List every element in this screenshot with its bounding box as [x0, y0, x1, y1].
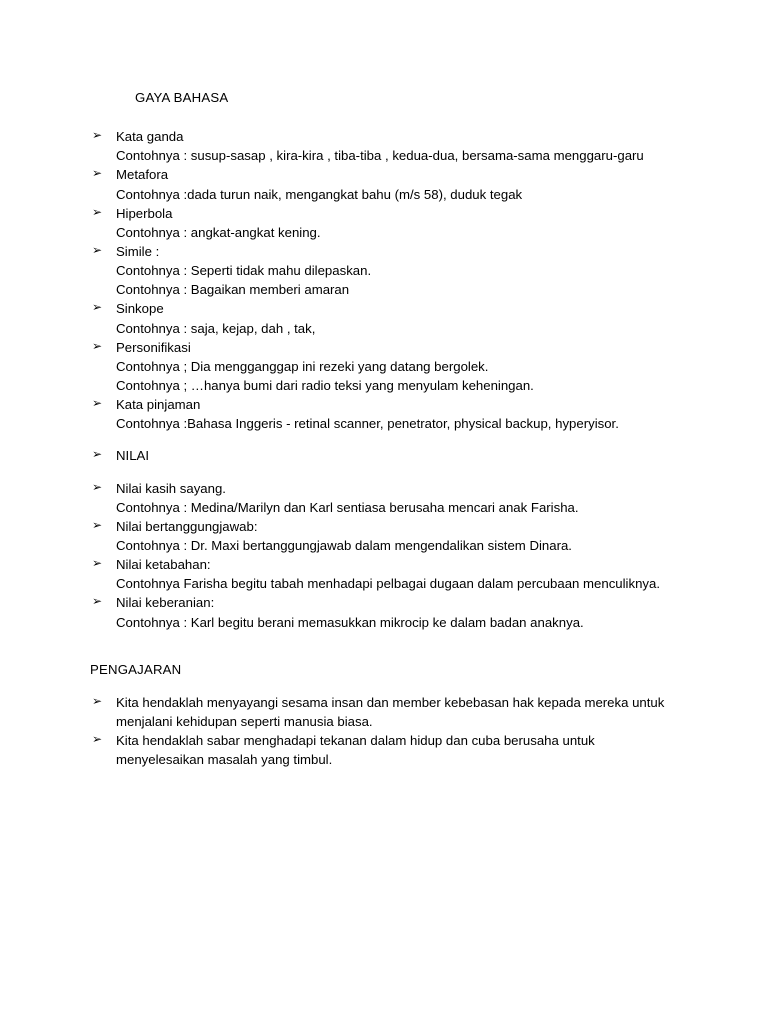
- pengajaran-heading: PENGAJARAN: [90, 661, 182, 677]
- list-item-title: Nilai bertanggungjawab:: [116, 518, 258, 534]
- list-item-title: Kata ganda: [116, 129, 184, 145]
- list-item: [90, 395, 678, 433]
- pengajaran-list: [90, 693, 678, 770]
- list-item: [90, 242, 678, 299]
- list-item-title: Kita hendaklah sabar menghadapi tekanan dalam hidup dan cuba berusaha untuk menyelesaikan masalah yang timbul.: [116, 733, 595, 768]
- arrow-bullet-icon: ➢: [92, 447, 103, 462]
- list-item: [90, 555, 678, 593]
- arrow-bullet-icon: ➢: [92, 693, 103, 708]
- list-item-example: Contohnya : Dr. Maxi bertanggungjawab dalam mengendalikan sistem Dinara.: [116, 537, 572, 553]
- arrow-bullet-icon: ➢: [92, 594, 103, 609]
- list-item: [90, 693, 678, 731]
- page-title: GAYA BAHASA: [135, 90, 229, 105]
- list-item: [90, 517, 678, 555]
- list-item: [90, 593, 678, 631]
- arrow-bullet-icon: ➢: [92, 732, 103, 747]
- list-item-example: Contohnya ; …hanya bumi dari radio teksi yang menyulam keheningan.: [116, 377, 534, 393]
- document-body: [90, 88, 678, 769]
- list-item-title: Simile :: [116, 243, 160, 259]
- arrow-bullet-icon: ➢: [92, 517, 103, 532]
- list-item-title: Kata pinjaman: [116, 397, 201, 413]
- list-item: [90, 446, 678, 465]
- list-item-title: Personifikasi: [116, 339, 191, 355]
- arrow-bullet-icon: ➢: [92, 242, 103, 257]
- list-item: [90, 731, 678, 769]
- list-item-title: Nilai kasih sayang.: [116, 480, 226, 496]
- list-item: [90, 338, 678, 395]
- list-item: [90, 127, 678, 165]
- list-item-example: Contohnya ; Dia mengganggap ini rezeki yang datang bergolek.: [116, 358, 489, 374]
- list-item: [90, 479, 678, 517]
- arrow-bullet-icon: ➢: [92, 396, 103, 411]
- list-item: [90, 165, 678, 203]
- list-item-example: Contohnya : saja, kejap, dah , tak,: [116, 320, 316, 336]
- gaya-bahasa-list: [90, 127, 678, 433]
- arrow-bullet-icon: ➢: [92, 166, 103, 181]
- nilai-heading: NILAI: [116, 448, 149, 464]
- list-item: [90, 204, 678, 242]
- list-item-example: Contohnya : Seperti tidak mahu dilepaskan.: [116, 263, 372, 279]
- arrow-bullet-icon: ➢: [92, 128, 103, 143]
- list-item-example: Contohnya : angkat-angkat kening.: [116, 224, 321, 240]
- list-item-example: Contohnya :Bahasa Inggeris - retinal scanner, penetrator, physical backup, hyperyisor.: [116, 416, 619, 432]
- arrow-bullet-icon: ➢: [92, 338, 103, 353]
- arrow-bullet-icon: ➢: [92, 204, 103, 219]
- arrow-bullet-icon: ➢: [92, 556, 103, 571]
- arrow-bullet-icon: ➢: [92, 300, 103, 315]
- list-item-title: Hiperbola: [116, 205, 173, 221]
- list-item-title: Sinkope: [116, 301, 164, 317]
- list-item-example: Contohnya : susup-sasap , kira-kira , tiba-tiba , kedua-dua, bersama-sama menggaru-garu: [116, 148, 644, 164]
- list-item-example: Contohnya : Medina/Marilyn dan Karl sentiasa berusaha mencari anak Farisha.: [116, 499, 579, 515]
- list-item-title: Metafora: [116, 167, 169, 183]
- list-item-example: Contohnya :dada turun naik, mengangkat bahu (m/s 58), duduk tegak: [116, 186, 523, 202]
- list-item: [90, 299, 678, 337]
- list-item-title: Kita hendaklah menyayangi sesama insan dan member kebebasan hak kepada mereka untuk menjalani kehidupan seperti manusia biasa.: [116, 694, 665, 729]
- list-item-title: Nilai ketabahan:: [116, 557, 211, 573]
- nilai-section: [90, 446, 678, 631]
- list-item-title: Nilai keberanian:: [116, 595, 215, 611]
- list-item-example: Contohnya : Karl begitu berani memasukkan mikrocip ke dalam badan anaknya.: [116, 614, 584, 630]
- list-item-example: Contohnya : Bagaikan memberi amaran: [116, 282, 350, 298]
- list-item-example: Contohnya Farisha begitu tabah menhadapi pelbagai dugaan dalam percubaan menculiknya.: [116, 576, 660, 592]
- arrow-bullet-icon: ➢: [92, 479, 103, 494]
